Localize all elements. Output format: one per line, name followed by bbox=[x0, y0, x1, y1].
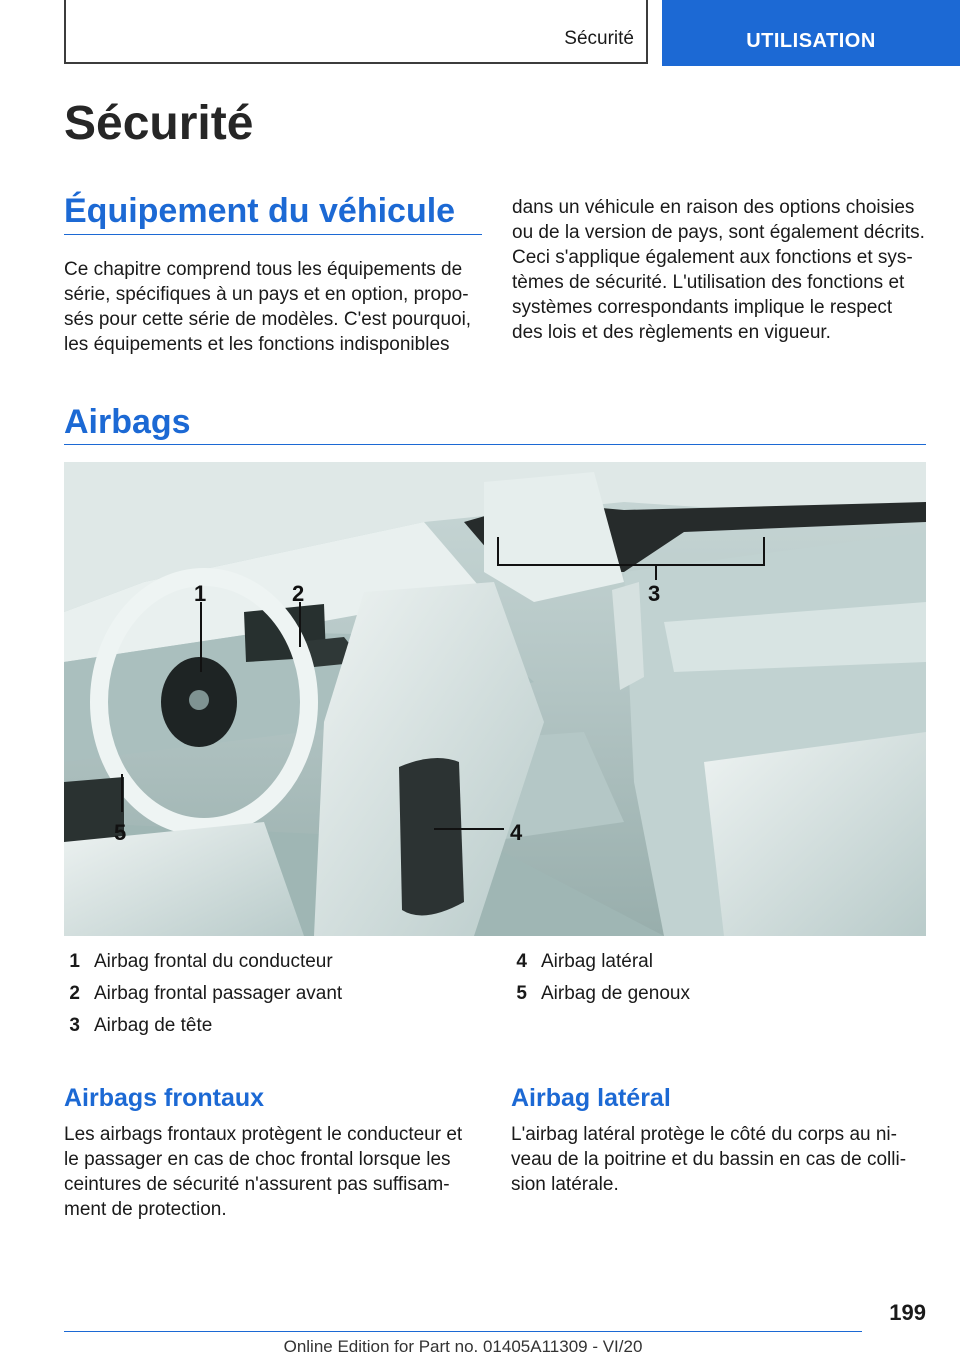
text-line: ment de protection. bbox=[64, 1199, 227, 1220]
airbags-illustration bbox=[64, 462, 926, 936]
legend-number: 3 bbox=[69, 1015, 80, 1036]
callout-3: 3 bbox=[648, 581, 661, 606]
text-line: systèmes correspondants implique le respect bbox=[512, 297, 893, 318]
airbags-heading: Airbags bbox=[64, 403, 191, 441]
airbags-legend-right bbox=[511, 946, 931, 1010]
footer-edition: Online Edition for Part no. 01405A11309 - VI/20 bbox=[283, 1337, 643, 1356]
legend-text: Airbag frontal du conducteur bbox=[94, 951, 333, 972]
header-section-box bbox=[64, 0, 648, 64]
text-line: dans un véhicule en raison des options choisies bbox=[512, 197, 915, 218]
equipment-text-col2 bbox=[512, 195, 925, 345]
text-line: sion latérale. bbox=[511, 1174, 619, 1195]
text-line: les équipements et les fonctions indisponibles bbox=[64, 334, 450, 355]
callout-5: 5 bbox=[114, 820, 127, 845]
legend-number: 2 bbox=[69, 983, 80, 1004]
footer-rule bbox=[64, 1331, 862, 1332]
equipment-heading-rule bbox=[64, 234, 482, 235]
lateral-airbag-heading: Airbag latéral bbox=[511, 1084, 671, 1112]
legend-number: 1 bbox=[69, 951, 80, 972]
text-line: L'airbag latéral protège le côté du corps au ni‐ bbox=[511, 1124, 897, 1145]
text-line: veau de la poitrine et du bassin en cas de colli‐ bbox=[511, 1149, 907, 1170]
chapter-title: Sécurité bbox=[64, 97, 254, 150]
equipment-heading: Équipement du véhicule bbox=[64, 192, 456, 230]
callout-1: 1 bbox=[194, 581, 207, 606]
legend-item bbox=[64, 978, 484, 1010]
legend-item bbox=[511, 978, 931, 1010]
legend-text: Airbag latéral bbox=[541, 951, 653, 972]
callout-2: 2 bbox=[292, 581, 305, 606]
text-line: des lois et des règlements en vigueur. bbox=[512, 322, 831, 343]
legend-item bbox=[511, 946, 931, 978]
text-line: Ceci s'applique également aux fonctions et sys‐ bbox=[512, 247, 913, 268]
text-line: série, spécifiques à un pays et en option, propo‐ bbox=[64, 284, 469, 305]
lateral-airbag-text bbox=[511, 1122, 906, 1197]
header-section-label: Sécurité bbox=[564, 28, 634, 49]
header-tab-label: UTILISATION bbox=[746, 30, 876, 52]
text-line: Les airbags frontaux protègent le conducteur et bbox=[64, 1124, 463, 1145]
legend-text: Airbag de tête bbox=[94, 1015, 213, 1036]
text-line: Ce chapitre comprend tous les équipements de bbox=[64, 259, 463, 280]
text-line: sés pour cette série de modèles. C'est pourquoi, bbox=[64, 309, 472, 330]
legend-item bbox=[64, 946, 484, 978]
legend-number: 4 bbox=[516, 951, 527, 972]
text-line: le passager en cas de choc frontal lorsque les bbox=[64, 1149, 451, 1170]
text-line: tèmes de sécurité. L'utilisation des fonctions et bbox=[512, 272, 905, 293]
text-line: ou de la version de pays, sont également décrits. bbox=[512, 222, 925, 243]
legend-text: Airbag de genoux bbox=[541, 983, 690, 1004]
legend-number: 5 bbox=[516, 983, 527, 1004]
page-number: 199 bbox=[889, 1300, 926, 1325]
header-tab[interactable] bbox=[662, 0, 960, 66]
equipment-text-col1 bbox=[64, 257, 471, 357]
legend-item bbox=[64, 1010, 484, 1042]
frontal-airbags-heading: Airbags frontaux bbox=[64, 1084, 265, 1112]
legend-text: Airbag frontal passager avant bbox=[94, 983, 343, 1004]
airbags-heading-rule bbox=[64, 444, 926, 445]
frontal-airbags-text bbox=[64, 1122, 462, 1222]
text-line: ceintures de sécurité n'assurent pas suffisam‐ bbox=[64, 1174, 450, 1195]
airbags-legend-left bbox=[64, 946, 484, 1042]
callout-4: 4 bbox=[510, 820, 523, 845]
